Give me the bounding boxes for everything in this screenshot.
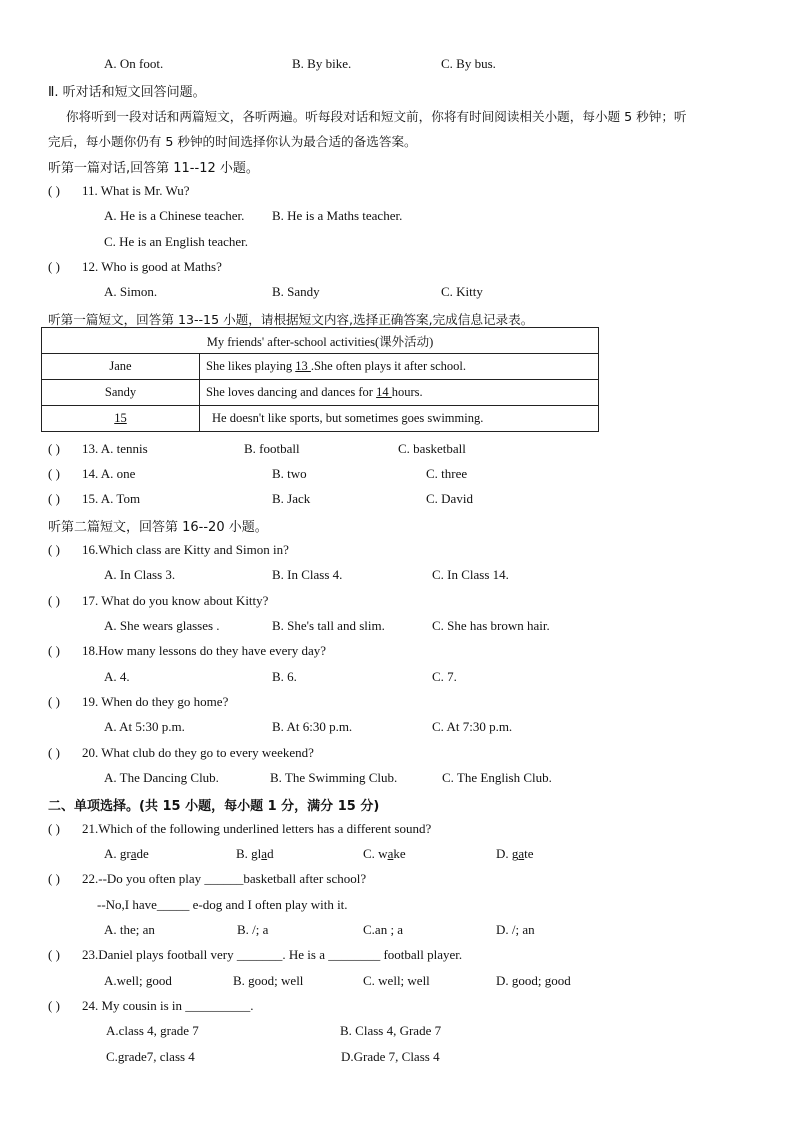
q11-option-c: C. He is an English teacher. bbox=[104, 234, 249, 249]
table-cell-name: Jane bbox=[42, 354, 200, 380]
q10-option-a: A. On foot. bbox=[104, 56, 164, 71]
q14-stem: 14. A. one bbox=[82, 466, 136, 481]
table-cell-activity: He doesn't like sports, but sometimes goes swimming. bbox=[200, 406, 599, 432]
q24-stem: 24. My cousin is in __________. bbox=[82, 998, 254, 1013]
q19-answer-bracket: ( ) bbox=[48, 694, 60, 709]
q17-option-b: B. She's tall and slim. bbox=[272, 618, 385, 633]
q17-stem: 17. What do you know about Kitty? bbox=[82, 593, 269, 608]
q23-option-c: C. well; well bbox=[363, 973, 430, 988]
q17-answer-bracket: ( ) bbox=[48, 593, 60, 608]
q24-option-d: D.Grade 7, Class 4 bbox=[341, 1049, 440, 1064]
q16-option-a: A. In Class 3. bbox=[104, 567, 176, 582]
q23-option-b: B. good; well bbox=[233, 973, 304, 988]
q19-option-c: C. At 7:30 p.m. bbox=[432, 719, 513, 734]
q21-answer-bracket: ( ) bbox=[48, 821, 60, 836]
part2-title: 二、单项选择。(共 15 小题，每小题 1 分，满分 15 分) bbox=[48, 799, 380, 814]
q15-answer-bracket: ( ) bbox=[48, 491, 60, 506]
q14-option-b: B. two bbox=[272, 466, 307, 481]
q12-option-c: C. Kitty bbox=[441, 284, 483, 299]
q19-stem: 19. When do they go home? bbox=[82, 694, 229, 709]
q20-option-c: C. The English Club. bbox=[442, 770, 552, 785]
q13-stem: 13. A. tennis bbox=[82, 441, 148, 456]
q22-answer-bracket: ( ) bbox=[48, 871, 60, 886]
blank-15: 15 bbox=[114, 411, 127, 425]
blank-13: 13 bbox=[295, 359, 311, 373]
q12-stem: 12. Who is good at Maths? bbox=[82, 259, 222, 274]
table-row bbox=[42, 354, 599, 380]
q23-option-d: D. good; good bbox=[496, 973, 571, 988]
q24-option-c: C.grade7, class 4 bbox=[106, 1049, 195, 1064]
q22-option-c: C.an ; a bbox=[363, 922, 404, 937]
q11-option-b: B. He is a Maths teacher. bbox=[272, 208, 403, 223]
q21-option-b: B. glad bbox=[236, 846, 274, 861]
q16-option-b: B. In Class 4. bbox=[272, 567, 343, 582]
q12-option-a: A. Simon. bbox=[104, 284, 158, 299]
q20-option-a: A. The Dancing Club. bbox=[104, 770, 219, 785]
q23-answer-bracket: ( ) bbox=[48, 947, 60, 962]
q17-option-c: C. She has brown hair. bbox=[432, 618, 550, 633]
q11-answer-bracket: ( ) bbox=[48, 183, 60, 198]
q15-option-b: B. Jack bbox=[272, 491, 311, 506]
dialog-heading: 听第一篇对话,回答第 11--12 小题。 bbox=[48, 161, 259, 176]
q22-option-d: D. /; an bbox=[496, 922, 535, 937]
q19-option-a: A. At 5:30 p.m. bbox=[104, 719, 185, 734]
q18-option-a: A. 4. bbox=[104, 669, 130, 684]
q20-option-b: B. The Swimming Club. bbox=[270, 770, 398, 785]
section2-intro-line1: 你将听到一段对话和两篇短文，各听两遍。听每段对话和短文前，你将有时间阅读相关小题，每小题 5 秒钟；听 bbox=[66, 109, 687, 124]
q18-stem: 18.How many lessons do they have every day? bbox=[82, 643, 327, 658]
q22-stem: 22.--Do you often play ______basketball after school? bbox=[82, 871, 367, 886]
q15-stem: 15. A. Tom bbox=[82, 491, 141, 506]
table-cell-name: Sandy bbox=[42, 380, 200, 406]
q12-answer-bracket: ( ) bbox=[48, 259, 60, 274]
info-record-table bbox=[41, 327, 599, 432]
q14-answer-bracket: ( ) bbox=[48, 466, 60, 481]
table-row bbox=[42, 328, 599, 354]
section2-intro-line2: 完后，每小题你仍有 5 秒钟的时间选择你认为最合适的备选答案。 bbox=[48, 134, 417, 149]
passage2-heading: 听第二篇短文，回答第 16--20 小题。 bbox=[48, 520, 268, 535]
q11-stem: 11. What is Mr. Wu? bbox=[82, 183, 190, 198]
q20-answer-bracket: ( ) bbox=[48, 745, 60, 760]
q18-answer-bracket: ( ) bbox=[48, 643, 60, 658]
q22-option-b: B. /; a bbox=[237, 922, 269, 937]
table-row bbox=[42, 406, 599, 432]
table-cell-activity: She loves dancing and dances for 14 hours. bbox=[200, 380, 599, 406]
q16-option-c: C. In Class 14. bbox=[432, 567, 509, 582]
q14-option-c: C. three bbox=[426, 466, 468, 481]
q10-option-c: C. By bus. bbox=[441, 56, 496, 71]
section2-title: Ⅱ. 听对话和短文回答问题。 bbox=[48, 85, 206, 100]
q10-option-b: B. By bike. bbox=[292, 56, 352, 71]
q11-option-a: A. He is a Chinese teacher. bbox=[104, 208, 245, 223]
q13-answer-bracket: ( ) bbox=[48, 441, 60, 456]
q16-answer-bracket: ( ) bbox=[48, 542, 60, 557]
table-row bbox=[42, 380, 599, 406]
q13-option-c: C. basketball bbox=[398, 441, 466, 456]
q17-option-a: A. She wears glasses . bbox=[104, 618, 220, 633]
q15-option-c: C. David bbox=[426, 491, 473, 506]
table-cell-name bbox=[42, 406, 200, 432]
table-cell-activity: She likes playing 13 .She often plays it after school. bbox=[200, 354, 599, 380]
q22-option-a: A. the; an bbox=[104, 922, 155, 937]
q24-answer-bracket: ( ) bbox=[48, 998, 60, 1013]
q16-stem: 16.Which class are Kitty and Simon in? bbox=[82, 542, 289, 557]
q18-option-b: B. 6. bbox=[272, 669, 297, 684]
q19-option-b: B. At 6:30 p.m. bbox=[272, 719, 353, 734]
table-title: My friends' after-school activities(课外活动) bbox=[42, 328, 599, 354]
q21-option-d: D. gate bbox=[496, 846, 534, 861]
passage1-heading: 听第一篇短文，回答第 13--15 小题，请根据短文内容,选择正确答案,完成信息记录表。 bbox=[48, 312, 534, 327]
q24-option-a: A.class 4, grade 7 bbox=[106, 1023, 199, 1038]
q18-option-c: C. 7. bbox=[432, 669, 457, 684]
q21-stem: 21.Which of the following underlined letters has a different sound? bbox=[82, 821, 432, 836]
blank-14: 14 bbox=[376, 385, 392, 399]
q23-option-a: A.well; good bbox=[104, 973, 172, 988]
q20-stem: 20. What club do they go to every weekend? bbox=[82, 745, 314, 760]
q21-option-c: C. wake bbox=[363, 846, 406, 861]
q21-option-a: A. grade bbox=[104, 846, 149, 861]
q24-option-b: B. Class 4, Grade 7 bbox=[340, 1023, 442, 1038]
q12-option-b: B. Sandy bbox=[272, 284, 320, 299]
q22-stem-reply: --No,I have_____ e-dog and I often play with it. bbox=[97, 897, 348, 912]
q23-stem: 23.Daniel plays football very _______. He is a ________ football player. bbox=[82, 947, 463, 962]
q13-option-b: B. football bbox=[244, 441, 300, 456]
